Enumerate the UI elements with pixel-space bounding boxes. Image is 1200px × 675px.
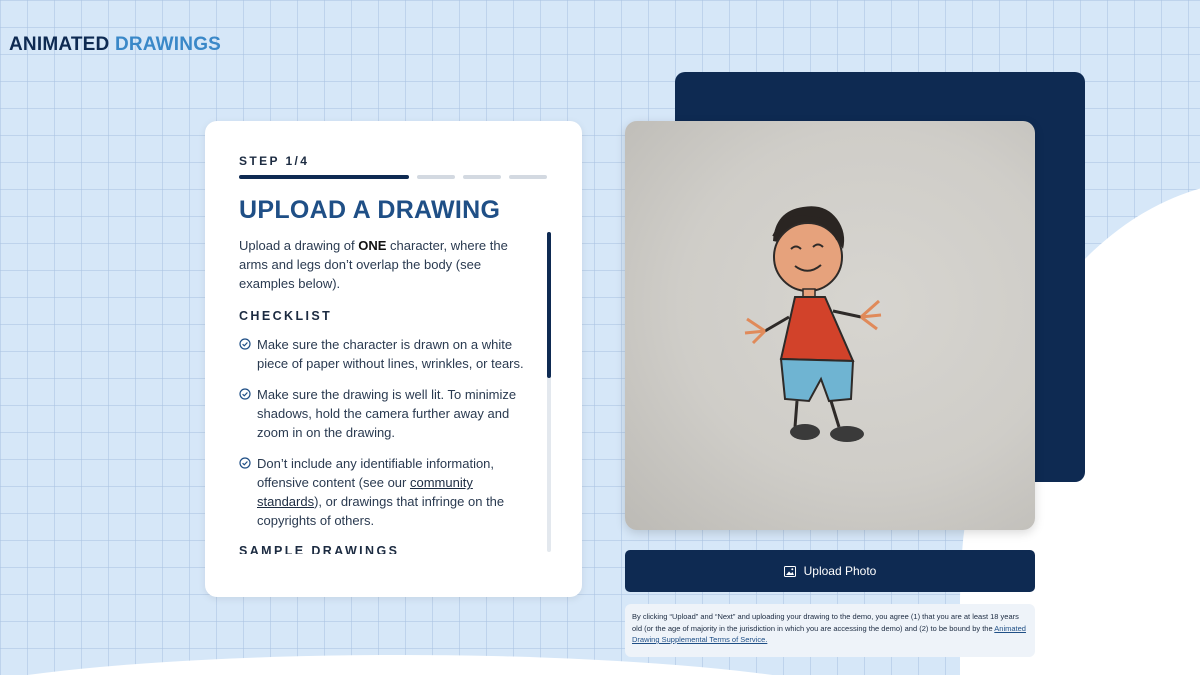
progress-segment-4 xyxy=(509,175,547,179)
sample-drawings-heading: SAMPLE DRAWINGS xyxy=(239,544,400,554)
community-standards-link[interactable]: community standards xyxy=(257,475,473,509)
intro-emphasis: ONE xyxy=(358,238,387,253)
image-icon xyxy=(784,566,796,577)
scrollbar-thumb[interactable] xyxy=(547,232,551,378)
logo-part-1: ANIMATED xyxy=(9,34,110,55)
step-progress xyxy=(239,175,547,179)
character-drawing xyxy=(625,121,1035,530)
check-circle-icon xyxy=(239,457,251,469)
checklist-item-text: Don’t include any identifiable information, offensive content (see our community standards), or drawings that infringe on the copyrights of others. xyxy=(257,456,505,528)
terms-notice xyxy=(625,604,1035,657)
check-circle-icon xyxy=(239,388,251,400)
instructions-scroll-area[interactable] xyxy=(239,236,539,554)
step-label: STEP 1/4 xyxy=(239,154,310,168)
checklist-heading: CHECKLIST xyxy=(239,309,333,323)
upload-photo-label: Upload Photo xyxy=(803,564,877,578)
checklist-item-text: Make sure the character is drawn on a white piece of paper without lines, wrinkles, or tears. xyxy=(257,337,524,371)
upload-photo-button[interactable] xyxy=(625,550,1035,592)
progress-segment-2 xyxy=(417,175,455,179)
progress-segment-1 xyxy=(239,175,409,179)
logo-part-2: DRAWINGS xyxy=(114,34,222,55)
checklist-item xyxy=(239,335,539,373)
checklist-item xyxy=(239,454,539,530)
checklist-item xyxy=(239,385,539,442)
background-wave-bottom xyxy=(0,655,900,675)
brand-logo[interactable] xyxy=(9,34,221,56)
check-circle-icon xyxy=(239,338,251,350)
terms-of-service-link[interactable]: Animated Drawing Supplemental Terms of Service. xyxy=(632,623,1026,644)
checklist xyxy=(239,335,539,530)
page-title: UPLOAD A DRAWING xyxy=(239,196,501,224)
terms-text: By clicking “Upload” and “Next” and uploading your drawing to the demo, you agree (1) that you are at least 18 years old (or the age of majority in the jurisdiction in which you are accessing the demo) and (2) to be bound by the xyxy=(632,612,1019,633)
instructions-card xyxy=(205,121,582,597)
progress-segment-3 xyxy=(463,175,501,179)
intro-text: Upload a drawing of ONE character, where the arms and legs don’t overlap the body (see examples below). xyxy=(239,238,508,291)
drawing-preview xyxy=(625,121,1035,530)
checklist-item-text: Make sure the drawing is well lit. To minimize shadows, hold the camera further away and zoom in on the drawing. xyxy=(257,387,517,440)
